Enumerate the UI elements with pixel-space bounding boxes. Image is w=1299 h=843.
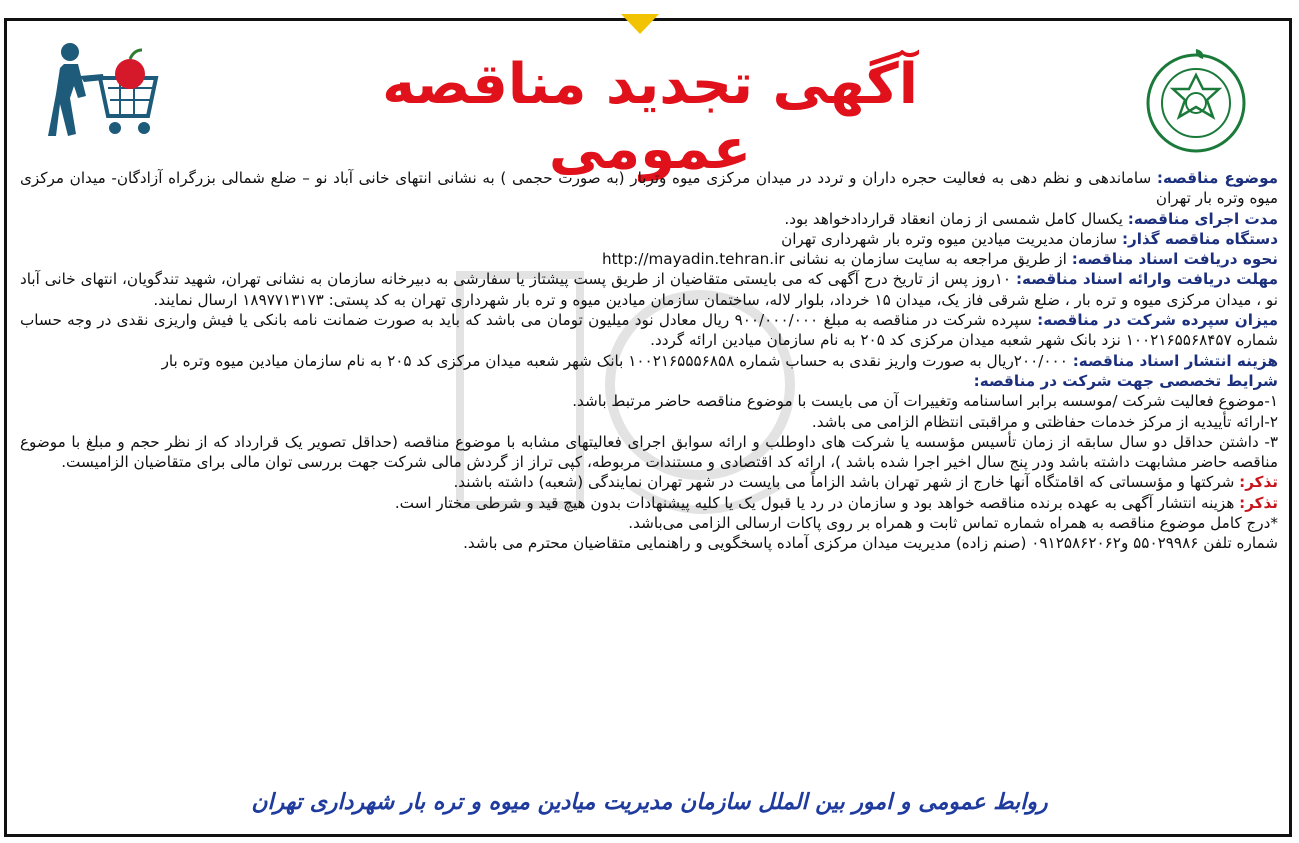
docs-label: نحوه دریافت اسناد مناقصه: (1071, 250, 1278, 269)
subject-label: موضوع مناقصه: (1156, 169, 1279, 187)
duration-label: مدت اجرای مناقصه: (1127, 209, 1278, 228)
deadline-paragraph (20, 269, 1278, 310)
deadline-label: مهلت دریافت وارائه اسناد مناقصه: (1015, 270, 1278, 289)
envelope-note: *درج کامل موضوع مناقصه به همراه شماره تماس ثابت و همراه بر روی پاکات ارسالی الزامی می‌باشد. (628, 514, 1278, 533)
footer-signature: روابط عمومی و امور بین الملل سازمان مدیریت میادین میوه و تره بار شهرداری تهران (251, 790, 1048, 815)
top-marker-arrow (621, 14, 659, 34)
conditions-heading (20, 371, 1278, 391)
organizer-paragraph (20, 229, 1278, 249)
contact-info: شماره تلفن ۵۵۰۲۹۹۸۶ و۰۹۱۲۵۸۶۲۰۶۲ (صنم زاده) مدیریت میدان مرکزی آماده پاسخگویی و راهنمایی متقاضیان محترم می باشد. (463, 534, 1278, 553)
organizer-text: سازمان مدیریت میادین میوه وتره بار شهرداری تهران (781, 229, 1118, 248)
organizer-label: دستگاه مناقصه گذار: (1121, 229, 1278, 248)
condition-item: ۲-ارائه تأییدیه از مرکز خدمات حفاظتی و مراقبتی انتظام الزامی می باشد. (811, 412, 1278, 431)
docs-paragraph (20, 249, 1278, 269)
condition-item: ۳- داشتن حداقل دو سال سابقه از زمان تأسیس مؤسسه یا شرکت های داوطلب و ارائه سوابق اجرای فعالیتهای مشابه با موضوع مناقصه (حداقل تصویر یک قرارداد که از نظر حجم و مبلغ با موضوع مناقصه حاضر مشابهت داشته باشد ودر پنج سال اخیر اجرا شده باشد )، ارائه کد اقتصادی و مستندات مربوطه، کپی تراز از گردش مالی شرکت جهت بررسی توان مالی برای متقاضیان الزامیست. (20, 432, 1278, 472)
note-text: هزینه انتشار آگهی به عهده برنده مناقصه خواهد بود و سازمان در رد یا قبول یک یا کلیه پیشنهادات بدون هیچ قید و شرطی مختار است. (394, 493, 1235, 512)
fee-label: هزینه انتشار اسناد مناقصه: (1072, 351, 1278, 370)
note-label: تذکر: (1239, 493, 1278, 512)
deposit-text: سپرده شرکت در مناقصه به مبلغ ۹۰۰/۰۰۰/۰۰۰ ریال معادل نود میلیون تومان می باشد که باید به صورت ضمانت نامه بانکی یا فیش واریزی نقدی در وجه حساب شماره ۱۰۰۲۱۶۵۵۶۸۴۵۷ نزد بانک شهر شعبه میدان مرکزی کد ۲۰۵ به نام سازمان میادین ارائه گردد. (20, 311, 1278, 350)
subject-paragraph (20, 168, 1278, 209)
fee-text: ۲۰۰/۰۰۰ریال به صورت واریز نقدی به حساب شماره ۱۰۰۲۱۶۵۵۵۶۸۵۸ بانک شهر شعبه میدان مرکزی کد ۲۰۵ به نام سازمان میادین میوه وتره بار (161, 351, 1068, 370)
deadline-text: ۱۰روز پس از تاریخ درج آگهی که می بایستی متقاضیان از طریق پست پیشتاز یا سفارشی به دبیرخانه سازمان به نشانی تهران، شهید تندگویان، انتهای خانی آباد نو ، میدان مرکزی میوه و تره بار ، ضلع شرقی فاز یک، میدان ۱۵ خرداد، بلوار لاله، ساختمان سازمان میادین میوه و تره بار شهرداری تهران به کد پستی: ۱۸۹۷۷۱۳۱۷۳ ارسال نمایند. (20, 270, 1278, 309)
page-title: آگهی تجدید مناقصه عمومی (382, 52, 918, 182)
note-text: شرکتها و مؤسساتی که اقامتگاه آنها خارج از شهر تهران باشد الزاماً می بایست در شهر تهران نمایندگی (شعبه) داشته باشند. (453, 473, 1235, 492)
duration-paragraph (20, 209, 1278, 229)
condition-item: ۱-موضوع فعالیت شرکت /موسسه برابر اساسنامه وتغییرات آن می بایست با موضوع مناقصه حاضر مرتبط باشد. (572, 392, 1278, 411)
conditions-label: شرایط تخصصی جهت شرکت در مناقصه: (973, 371, 1278, 390)
note-paragraph (20, 493, 1278, 513)
organization-logo (1141, 45, 1251, 155)
note-label: تذکر: (1239, 473, 1278, 492)
deposit-paragraph (20, 310, 1278, 351)
ad-body (20, 168, 1278, 554)
docs-text: از طریق مراجعه به سایت سازمان به نشانی (789, 250, 1067, 269)
shopping-cart-icon (48, 38, 163, 143)
note-paragraph (20, 472, 1278, 492)
deposit-label: میزان سپرده شرکت در مناقصه: (1037, 311, 1279, 330)
fee-paragraph (20, 351, 1278, 371)
subject-text: ساماندهی و نظم دهی به فعالیت حجره داران و تردد در میدان مرکزی میوه وتربار (به صورت حجمی ) به نشانی انتهای خانی آباد نو – ضلع شمالی بزرگراه آزادگان- میدان مرکزی میوه وتره بار تهران (20, 169, 1278, 208)
docs-url-link[interactable]: http://mayadin.tehran.ir (601, 250, 785, 269)
duration-text: یکسال کامل شمسی از زمان انعقاد قراردادخواهد بود. (784, 209, 1123, 228)
